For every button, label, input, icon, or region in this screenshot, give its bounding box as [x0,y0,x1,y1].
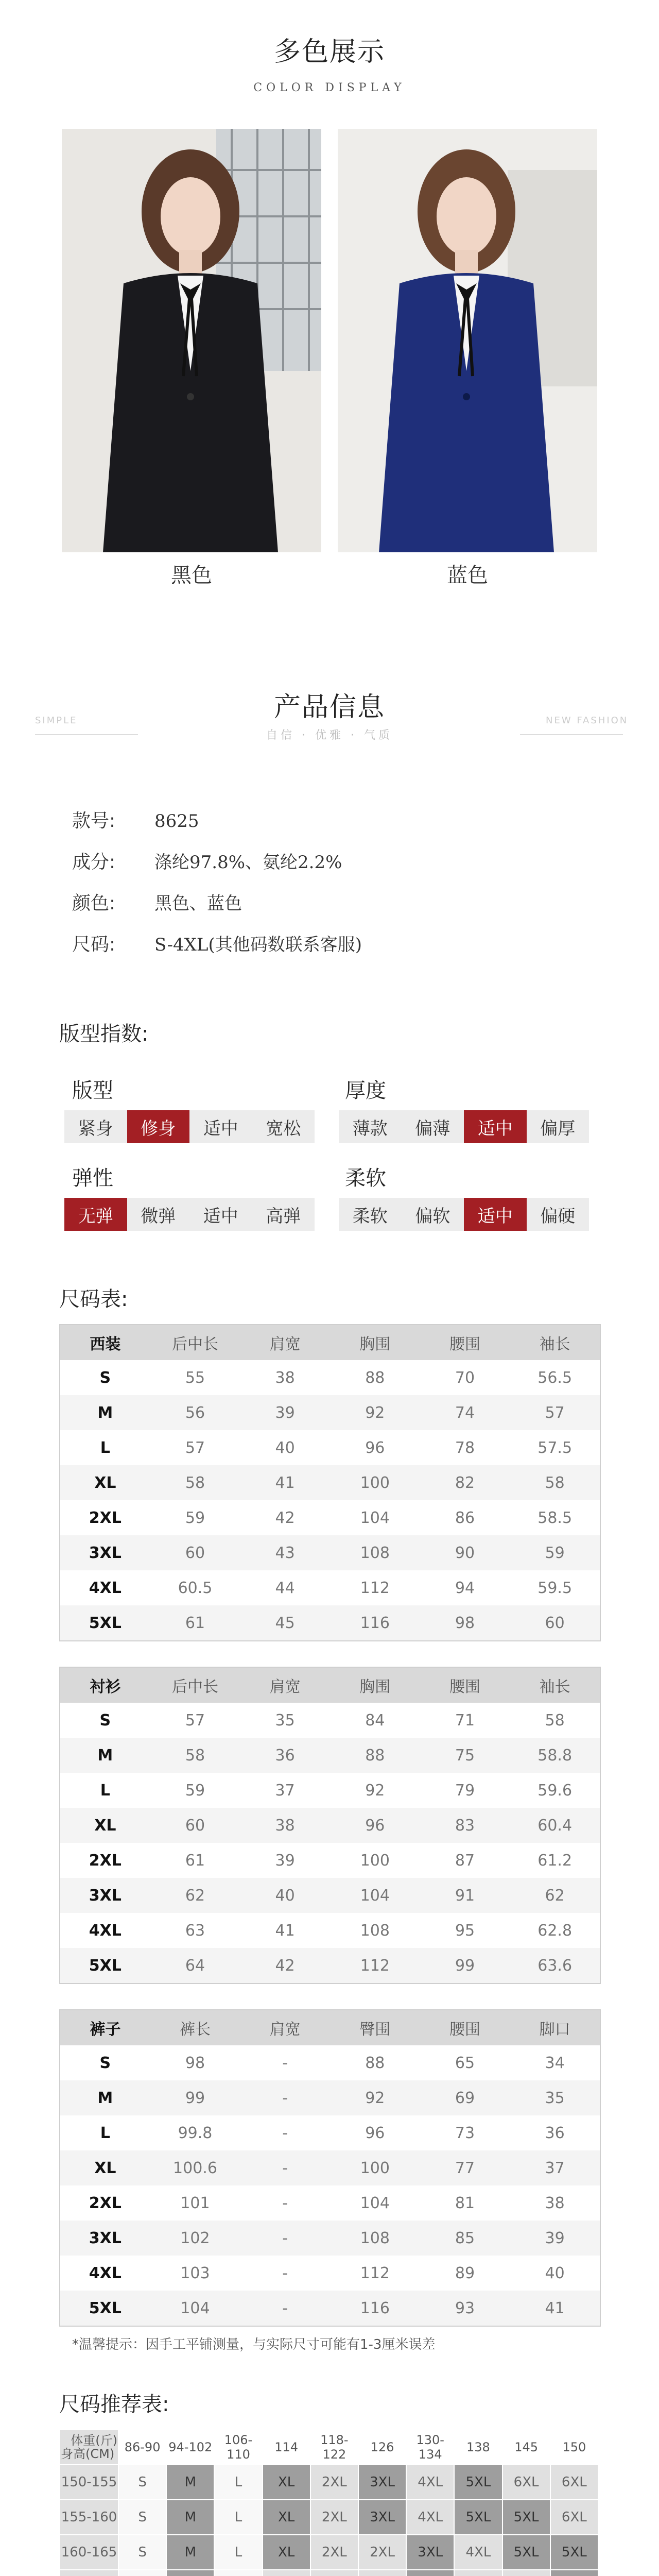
table-cell: 38 [545,2194,565,2212]
table-cell: - [240,2080,330,2115]
table-cell: 87 [455,1851,475,1870]
table-row [60,1878,600,1913]
table-cell: 100 [330,2150,420,2185]
table-cell: 98 [420,1605,510,1640]
size-name-cell: XL [60,1808,150,1843]
fit-option: 宽松 [266,1118,301,1139]
table-cell: 60 [510,1605,600,1640]
weight-header-cell: 118-122 [310,2430,358,2465]
fit-option-selected: 修身 [127,1110,190,1143]
recommend-size-cell: XL [263,2465,310,2500]
table-cell: 56 [150,1395,240,1430]
table-cell: 57 [185,1438,205,1457]
fit-label-cut: 版型 [72,1079,113,1103]
color-label-black: 黑色 [171,564,212,587]
table-cell: 40 [545,2264,565,2282]
weight-header-cell: 94-102 [166,2430,214,2465]
recommend-size-cell: XL [263,2500,310,2535]
table-cell: 93 [420,2291,510,2326]
table-cell: 37 [275,1781,295,1800]
fit-bar-cut [64,1110,315,1143]
table-cell: 58.5 [537,1509,573,1527]
table-cell: 58 [150,1465,240,1500]
recommend-size-cell: S [118,2500,166,2535]
table-cell: 116 [330,1605,420,1640]
table-cell: 57.5 [537,1438,573,1457]
table-header-cell: 肩宽 [240,2010,330,2045]
table-cell: 61 [150,1605,240,1640]
table-cell: 108 [330,1535,420,1570]
deco-right-line [520,734,623,735]
table-cell: 44 [275,1579,295,1597]
weight-header-cell: 138 [454,2430,502,2465]
table-cell: 71 [455,1711,475,1730]
table-row [60,1605,600,1640]
table-cell: - [282,2124,288,2142]
table-cell: 62 [150,1878,240,1913]
table-cell: 92 [330,1395,420,1430]
deco-left-text: SIMPLE [35,715,78,726]
table-cell: 37 [510,2150,600,2185]
table-cell: 60 [150,1535,240,1570]
size-name-cell: 4XL [89,2264,122,2282]
recommend-size-cell: 3XL [358,2500,406,2535]
table-cell: 59 [185,1509,205,1527]
table-cell: 81 [455,2194,475,2212]
recommend-corner-cell [60,2430,118,2465]
table-cell: 42 [275,1509,295,1527]
recommend-header-row [60,2430,598,2465]
table-row [60,1570,600,1605]
size-name-cell: 2XL [89,2194,122,2212]
fit-option: 高弹 [266,1206,301,1227]
size-table-shirt [59,1667,601,1984]
recommend-size-cell: 4XL [406,2500,454,2535]
recommend-size-cell: 2XL [310,2535,358,2570]
photo-black-suit[interactable] [62,129,321,552]
height-axis-label: 身高(CM) [61,2447,115,2461]
table-row [60,2045,600,2080]
table-cell: 56.5 [537,1368,573,1387]
table-row [60,1360,600,1395]
table-header-cell: 腰围 [420,2010,510,2045]
table-row [60,2221,600,2256]
fit-option: 微弹 [141,1206,176,1227]
weight-header-cell: 106-110 [214,2430,262,2465]
table-row [60,1430,600,1465]
table-row [60,2256,600,2291]
table-cell: 104 [150,2291,240,2326]
recommend-size-cell: 2XL [310,2500,358,2535]
table-row [60,2150,600,2185]
fit-option: 偏硬 [540,1206,576,1227]
table-header-cell: 腰围 [420,1325,510,1360]
table-cell: 36 [545,2124,565,2142]
recommend-size-cell: XL [263,2535,310,2570]
table-row [60,2115,600,2150]
table-cell: 38 [240,1808,330,1843]
table-cell: 58 [510,1465,600,1500]
table-cell: 39 [240,1395,330,1430]
table-cell: 61 [185,1851,205,1870]
weight-axis-label: 体重(斤) [71,2433,117,2448]
fit-option-selected: 适中 [464,1198,527,1231]
size-name-cell: 3XL [60,1535,150,1570]
table-cell: 74 [420,1395,510,1430]
table-cell: 94 [455,1579,475,1597]
table-cell: 59.6 [537,1781,573,1800]
table-row [60,1703,600,1738]
fit-index-title: 版型指数: [59,1022,149,1046]
table-cell: 77 [420,2150,510,2185]
size-name-cell: S [99,1368,111,1387]
table-cell: 84 [365,1711,385,1730]
table-header-cell: 裤子 [60,2010,150,2045]
height-cell: 150-155 [60,2465,118,2500]
table-cell: 99 [420,1948,510,1983]
table-cell: 45 [240,1605,330,1640]
table-cell: 88 [365,1368,385,1387]
table-cell: 63 [185,1921,205,1940]
recommend-table [59,2429,599,2576]
table-cell: 88 [365,2054,385,2072]
fit-option: 适中 [203,1206,238,1227]
size-name-cell: 3XL [60,1878,150,1913]
height-cell: 155-160 [60,2500,118,2535]
table-cell: 62 [510,1878,600,1913]
fit-option-selected: 适中 [464,1110,527,1143]
table-cell: 58.8 [510,1738,600,1773]
table-header-cell: 西装 [60,1325,150,1360]
table-cell: - [282,2264,288,2282]
recommend-row [60,2500,598,2535]
weight-header-cell: 114 [263,2430,310,2465]
table-header-cell: 肩宽 [240,1325,330,1360]
table-row [60,1500,600,1535]
weight-header-cell: 145 [502,2430,550,2465]
size-name-cell: XL [60,1465,150,1500]
recommend-size-cell: 5XL [454,2500,502,2535]
table-cell: 34 [545,2054,565,2072]
table-row [60,2080,600,2115]
size-name-cell: S [99,2054,111,2072]
weight-header-cell: 86-90 [118,2430,166,2465]
table-row [60,1913,600,1948]
recommend-size-cell: 4XL [406,2465,454,2500]
table-cell: 92 [330,2080,420,2115]
table-cell: 104 [330,1878,420,1913]
recommend-size-cell: S [118,2535,166,2570]
recommend-size-cell [118,2570,166,2576]
table-cell: 112 [330,1948,420,1983]
info-row-color: 颜色: 黑色、蓝色 [72,893,242,914]
table-cell: 60 [150,1808,240,1843]
table-cell: - [282,2194,288,2212]
table-cell: 55 [185,1368,205,1387]
color-display-subtitle: COLOR DISPLAY [253,81,406,94]
table-cell: 43 [240,1535,330,1570]
recommend-size-cell: M [166,2465,214,2500]
fit-option: 适中 [203,1118,238,1139]
table-cell: 100 [330,1465,420,1500]
table-cell: 58 [545,1711,565,1730]
table-cell: 35 [510,2080,600,2115]
table-header-cell: 袖长 [510,1325,600,1360]
table-cell: 58 [150,1738,240,1773]
table-cell: 100.6 [150,2150,240,2185]
table-cell: 60.5 [178,1579,213,1597]
table-cell: - [240,2150,330,2185]
recommend-row [60,2570,598,2576]
table-header-cell: 脚口 [510,2010,600,2045]
table-header-cell: 胸围 [330,1668,420,1703]
table-cell: 40 [240,1878,330,1913]
table-cell: 101 [180,2194,210,2212]
table-cell: 75 [420,1738,510,1773]
table-cell: 104 [360,2194,390,2212]
recommend-size-cell: 6XL [502,2465,550,2500]
size-name-cell: 3XL [60,2221,150,2256]
table-cell: 112 [360,1579,390,1597]
table-cell: 42 [240,1948,330,1983]
weight-header-cell: 130-134 [406,2430,454,2465]
table-row [60,1395,600,1430]
recommend-size-cell [550,2570,598,2576]
recommend-size-cell [166,2570,214,2576]
table-cell: 108 [360,1921,390,1940]
table-cell: 99.8 [178,2124,213,2142]
table-cell: 41 [510,2291,600,2326]
recommend-size-cell: 2XL [310,2465,358,2500]
recommend-size-cell: L [214,2500,262,2535]
table-row [60,1843,600,1878]
table-cell: 65 [455,2054,475,2072]
recommend-size-cell [358,2570,406,2576]
table-cell: 85 [420,2221,510,2256]
fit-option: 紧身 [78,1118,113,1139]
size-name-cell: 5XL [60,1605,150,1640]
fit-option: 偏薄 [415,1118,450,1139]
recommend-size-cell: 4XL [454,2535,502,2570]
table-cell: 116 [330,2291,420,2326]
size-name-cell: 2XL [89,1509,122,1527]
table-cell: 69 [420,2080,510,2115]
table-cell: 36 [240,1738,330,1773]
fit-option: 薄款 [352,1118,388,1139]
recommend-title: 尺码推荐表: [59,2393,169,2416]
table-header-cell: 后中长 [150,1668,240,1703]
table-cell: 96 [365,1438,385,1457]
table-header-cell: 后中长 [150,1325,240,1360]
size-name-cell: 5XL [60,2291,150,2326]
table-cell: 96 [365,2124,385,2142]
table-cell: 92 [365,1781,385,1800]
table-cell: 59 [185,1781,205,1800]
table-cell: 39 [275,1851,295,1870]
table-cell: 99 [150,2080,240,2115]
recommend-size-cell: S [118,2465,166,2500]
weight-header-cell: 126 [358,2430,406,2465]
recommend-size-cell: 6XL [550,2465,598,2500]
size-name-cell: L [100,2124,110,2142]
table-cell: 61.2 [537,1851,573,1870]
table-cell: 63.6 [510,1948,600,1983]
table-cell: 41 [275,1921,295,1940]
size-name-cell: M [60,1395,150,1430]
size-name-cell: S [99,1711,111,1730]
table-cell: 38 [275,1368,295,1387]
table-row [60,1773,600,1808]
fit-bar-softness [339,1198,589,1231]
table-cell: 59.5 [537,1579,573,1597]
table-cell: 88 [330,1738,420,1773]
size-name-cell: 2XL [89,1851,122,1870]
fit-option-selected: 无弹 [64,1198,127,1231]
table-cell: 108 [330,2221,420,2256]
photo-blue-suit[interactable] [338,129,597,552]
table-header-row [60,2010,600,2045]
color-display-title: 多色展示 [273,37,385,67]
table-row [60,2185,600,2221]
fit-label-elasticity: 弹性 [72,1166,113,1190]
table-cell: 96 [330,1808,420,1843]
table-cell: 90 [420,1535,510,1570]
table-cell: 102 [150,2221,240,2256]
size-table-pants [59,2009,601,2327]
recommend-size-cell: 5XL [502,2535,550,2570]
table-cell: 112 [360,2264,390,2282]
recommend-size-cell [214,2570,262,2576]
table-header-cell: 衬衫 [60,1668,150,1703]
size-name-cell: 4XL [89,1579,122,1597]
fit-label-thickness: 厚度 [345,1079,386,1103]
size-name-cell: 5XL [60,1948,150,1983]
table-cell: 73 [455,2124,475,2142]
table-header-row [60,1668,600,1703]
table-row [60,1738,600,1773]
recommend-size-cell: 5XL [502,2500,550,2535]
table-cell: 98 [185,2054,205,2072]
deco-right-text: NEW FASHION [546,715,629,726]
recommend-size-cell: 3XL [406,2535,454,2570]
table-header-cell: 臀围 [330,2010,420,2045]
table-cell: 100 [360,1851,390,1870]
table-cell: 70 [455,1368,475,1387]
recommend-size-cell: L [214,2465,262,2500]
table-header-cell: 裤长 [150,2010,240,2045]
size-name-cell: M [60,1738,150,1773]
size-chart-title: 尺码表: [59,1287,128,1311]
recommend-size-cell [502,2570,550,2576]
fit-option: 柔软 [352,1206,388,1227]
size-name-cell: 4XL [89,1921,122,1940]
table-cell: 39 [510,2221,600,2256]
recommend-size-cell: 2XL [358,2535,406,2570]
size-name-cell: M [60,2080,150,2115]
recommend-size-cell [310,2570,358,2576]
size-name-cell: XL [60,2150,150,2185]
recommend-size-cell [406,2570,454,2576]
table-cell: 59 [510,1535,600,1570]
height-cell [60,2570,118,2576]
info-row-size: 尺码: S-4XL(其他码数联系客服) [72,934,362,955]
product-info-title: 产品信息 [273,692,385,723]
table-cell: 60.4 [510,1808,600,1843]
table-row [60,2291,600,2326]
recommend-size-cell: 5XL [550,2535,598,2570]
fit-option: 偏厚 [540,1118,576,1139]
fit-label-softness: 柔软 [345,1166,386,1190]
table-cell: 40 [275,1438,295,1457]
size-name-cell: L [100,1438,110,1457]
recommend-size-cell: 5XL [454,2465,502,2500]
size-name-cell: L [100,1781,110,1800]
recommend-size-cell: L [214,2535,262,2570]
product-info-subtitle: 自信 · 优雅 · 气质 [266,729,393,742]
table-cell: 91 [420,1878,510,1913]
table-cell: 86 [455,1509,475,1527]
table-cell: 89 [455,2264,475,2282]
recommend-size-cell: 6XL [550,2500,598,2535]
table-cell: 79 [455,1781,475,1800]
fit-bar-thickness [339,1110,589,1143]
recommend-size-cell: M [166,2535,214,2570]
deco-left-line [35,734,138,735]
table-header-cell: 腰围 [420,1668,510,1703]
recommend-size-cell: 3XL [358,2465,406,2500]
table-cell: 57 [510,1395,600,1430]
size-table-suit [59,1324,601,1641]
table-cell: 78 [455,1438,475,1457]
color-label-blue: 蓝色 [447,564,488,587]
table-row [60,1808,600,1843]
info-row-style-no: 款号: 8625 [72,810,199,832]
table-cell: 83 [420,1808,510,1843]
recommend-size-cell [454,2570,502,2576]
weight-header-cell: 150 [550,2430,598,2465]
fit-option: 偏软 [415,1206,450,1227]
table-header-cell: 肩宽 [240,1668,330,1703]
table-cell: 103 [180,2264,210,2282]
table-cell: - [240,2221,330,2256]
table-cell: 64 [150,1948,240,1983]
table-header-row [60,1325,600,1360]
table-cell: 95 [455,1921,475,1940]
fit-bar-elasticity [64,1198,315,1231]
table-cell: 62.8 [537,1921,573,1940]
recommend-row [60,2535,598,2570]
table-row [60,1465,600,1500]
measurement-tip: *温馨提示：因手工平铺测量，与实际尺寸可能有1-3厘米误差 [72,2337,436,2352]
table-cell: 41 [240,1465,330,1500]
info-row-material: 成分: 涤纶97.8%、氨纶2.2% [72,852,342,873]
table-header-cell: 胸围 [330,1325,420,1360]
table-row [60,1535,600,1570]
table-cell: - [240,2291,330,2326]
table-row [60,1948,600,1983]
recommend-size-cell [263,2570,310,2576]
table-header-cell: 袖长 [510,1668,600,1703]
table-cell: 82 [420,1465,510,1500]
height-cell: 160-165 [60,2535,118,2570]
recommend-size-cell: M [166,2500,214,2535]
table-cell: 57 [185,1711,205,1730]
recommend-row [60,2465,598,2500]
table-cell: 35 [275,1711,295,1730]
table-cell: - [282,2054,288,2072]
table-cell: 104 [360,1509,390,1527]
